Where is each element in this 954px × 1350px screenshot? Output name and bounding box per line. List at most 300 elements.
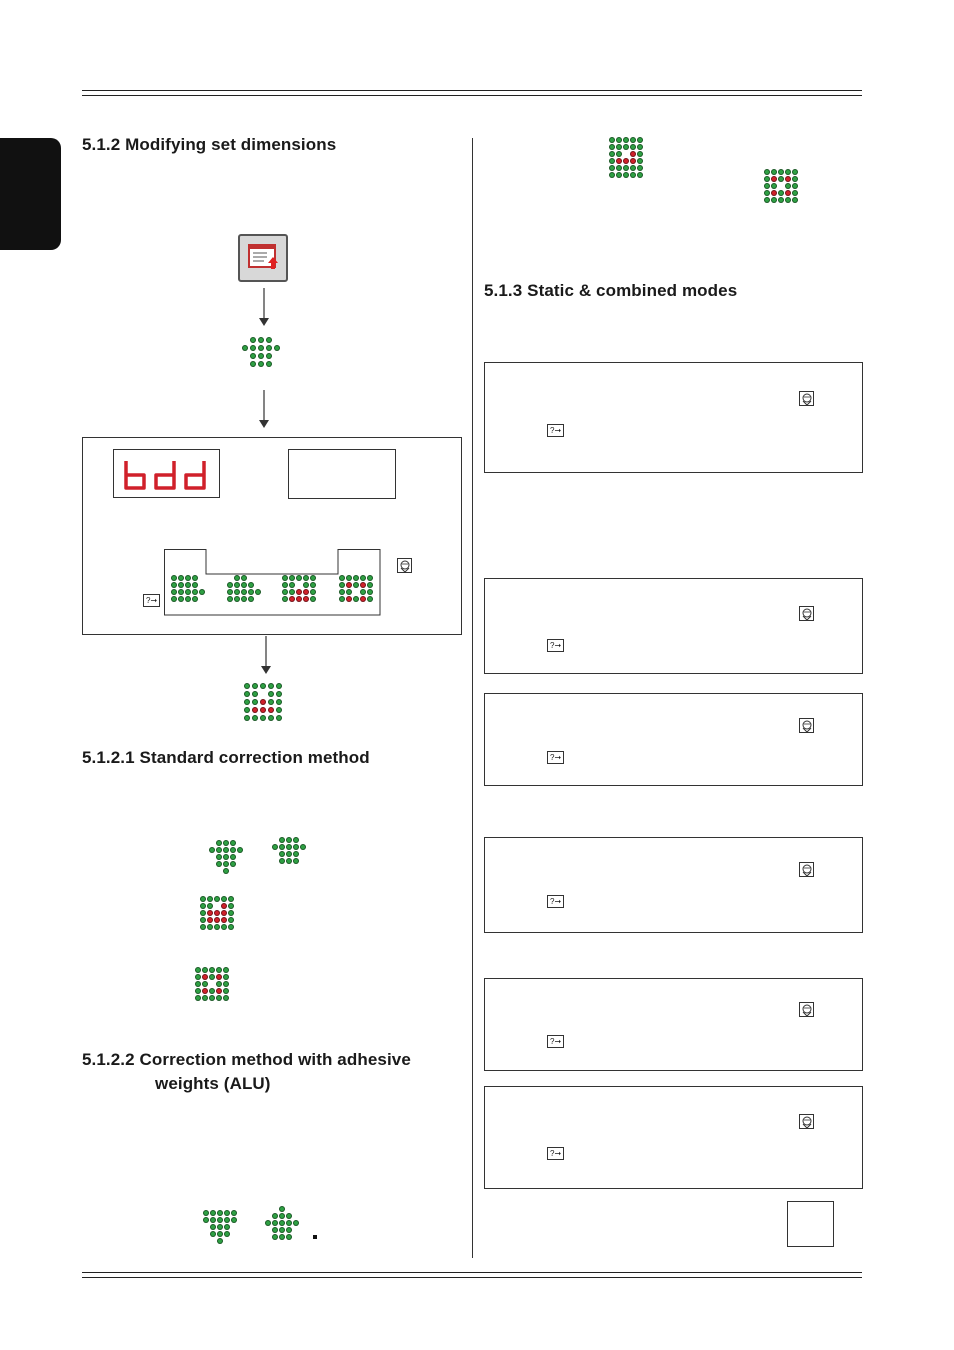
dot-pattern-icon [185, 582, 191, 588]
dot-pattern-icon [609, 158, 615, 164]
dot-pattern-icon [268, 699, 274, 705]
dot-pattern-icon [192, 582, 198, 588]
dot-pattern-icon [296, 596, 302, 602]
arrow-down-icon [254, 390, 274, 430]
dot-pattern-icon [367, 596, 373, 602]
dot-pattern-icon [276, 707, 282, 713]
dot-pattern-icon [286, 858, 292, 864]
dot-pattern-icon [293, 1220, 299, 1226]
dot-pattern-icon [764, 183, 770, 189]
dot-pattern-icon [202, 981, 208, 987]
wheel-button-icon[interactable] [799, 606, 814, 621]
dot-pattern-icon [200, 896, 206, 902]
mode-panel [484, 693, 863, 786]
dot-pattern-icon [282, 575, 288, 581]
dot-pattern-icon [230, 840, 236, 846]
dot-pattern-icon [303, 589, 309, 595]
dot-pattern-icon [214, 917, 220, 923]
dot-pattern-icon [258, 361, 264, 367]
arrow-right-icon: ➞ [150, 596, 158, 605]
dot-pattern-icon [637, 165, 643, 171]
dot-pattern-icon [637, 144, 643, 150]
section-tab [0, 138, 61, 250]
dot-pattern-icon [360, 575, 366, 581]
dot-pattern-icon [171, 589, 177, 595]
dot-pattern-icon [244, 683, 250, 689]
dot-pattern-icon [346, 589, 352, 595]
dot-pattern-icon [192, 596, 198, 602]
dot-pattern-icon [217, 1224, 223, 1230]
dot-pattern-icon [339, 582, 345, 588]
help-icon[interactable] [143, 594, 160, 607]
dot-pattern-icon [279, 858, 285, 864]
dot-pattern-icon [609, 172, 615, 178]
heading-5-1-2-1: 5.1.2.1 Standard correction method [82, 748, 370, 767]
dot-pattern-icon [609, 151, 615, 157]
dot-pattern-icon [224, 1224, 230, 1230]
help-label: ? [550, 1037, 555, 1046]
dot-pattern-icon [216, 995, 222, 1001]
dot-pattern-icon [771, 169, 777, 175]
dot-pattern-icon [252, 691, 258, 697]
arrow-right-icon: ➞ [554, 426, 562, 435]
dot-pattern-icon [185, 589, 191, 595]
help-label: ? [550, 897, 555, 906]
dot-pattern-icon [303, 596, 309, 602]
mode-panel [484, 978, 863, 1071]
dot-pattern-icon [216, 840, 222, 846]
dot-pattern-icon [244, 691, 250, 697]
dot-pattern-icon [200, 910, 206, 916]
top-rule-2 [82, 95, 862, 96]
dot-pattern-icon [279, 844, 285, 850]
dot-pattern-icon [360, 589, 366, 595]
dot-pattern-icon [785, 190, 791, 196]
dot-pattern-icon [224, 1231, 230, 1237]
dot-pattern-icon [171, 575, 177, 581]
dot-pattern-icon [303, 575, 309, 581]
dot-pattern-icon [286, 1234, 292, 1240]
dot-pattern-icon [310, 582, 316, 588]
dot-pattern-icon [217, 1217, 223, 1223]
dot-pattern-icon [202, 974, 208, 980]
wheel-button-icon[interactable] [799, 1114, 814, 1129]
heading-5-1-2: 5.1.2 Modifying set dimensions [82, 135, 337, 154]
dot-pattern-icon [792, 183, 798, 189]
dot-pattern-icon [293, 851, 299, 857]
dot-pattern-icon [217, 1238, 223, 1244]
dot-pattern-icon [221, 910, 227, 916]
dot-pattern-icon [771, 197, 777, 203]
dot-pattern-icon [202, 995, 208, 1001]
help-icon[interactable] [547, 751, 564, 764]
help-icon[interactable] [547, 1147, 564, 1160]
dot-pattern-icon [764, 197, 770, 203]
dot-pattern-icon [223, 981, 229, 987]
dot-pattern-icon [272, 1213, 278, 1219]
dot-pattern-icon [250, 353, 256, 359]
dot-pattern-icon [200, 917, 206, 923]
dot-pattern-icon [252, 715, 258, 721]
dot-pattern-icon [224, 1210, 230, 1216]
dot-pattern-icon [286, 837, 292, 843]
dot-pattern-icon [192, 575, 198, 581]
help-label: ? [550, 641, 555, 650]
dimension-menu-icon[interactable] [238, 234, 288, 282]
dot-pattern-icon [266, 345, 272, 351]
dot-pattern-icon [274, 345, 280, 351]
dot-pattern-icon [228, 896, 234, 902]
mode-panel [484, 362, 863, 473]
dot-pattern-icon [202, 988, 208, 994]
dot-pattern-icon [228, 924, 234, 930]
dot-pattern-icon [279, 837, 285, 843]
dot-pattern-icon [221, 917, 227, 923]
dot-pattern-icon [260, 707, 266, 713]
dot-pattern-icon [216, 847, 222, 853]
help-label: ? [550, 1149, 555, 1158]
dot-pattern-icon [178, 582, 184, 588]
wheel-button-icon[interactable] [799, 1002, 814, 1017]
dot-pattern-icon [360, 596, 366, 602]
dot-pattern-icon [609, 137, 615, 143]
dot-pattern-icon [192, 589, 198, 595]
dot-pattern-icon [286, 851, 292, 857]
dot-pattern-icon [223, 995, 229, 1001]
dot-pattern-icon [771, 176, 777, 182]
dot-pattern-icon [279, 851, 285, 857]
help-label: ? [550, 426, 555, 435]
help-label: ? [146, 596, 151, 605]
dot-pattern-icon [623, 165, 629, 171]
dot-pattern-icon [286, 1227, 292, 1233]
dot-pattern-icon [228, 903, 234, 909]
help-icon[interactable] [547, 895, 564, 908]
dot-pattern-icon [637, 172, 643, 178]
dot-pattern-icon [616, 158, 622, 164]
dot-pattern-icon [630, 137, 636, 143]
dot-pattern-icon [202, 967, 208, 973]
dot-pattern-icon [248, 589, 254, 595]
dot-pattern-icon [609, 144, 615, 150]
dot-pattern-icon [346, 575, 352, 581]
dot-pattern-icon [637, 151, 643, 157]
led-display [113, 449, 220, 498]
dot-pattern-icon [171, 596, 177, 602]
dot-pattern-icon [616, 165, 622, 171]
dot-pattern-icon [792, 176, 798, 182]
mode-panel [484, 837, 863, 933]
dot-pattern-icon [237, 847, 243, 853]
dot-pattern-icon [623, 144, 629, 150]
dot-pattern-icon [289, 596, 295, 602]
dot-pattern-icon [200, 924, 206, 930]
help-icon[interactable] [547, 424, 564, 437]
dot-pattern-icon [339, 596, 345, 602]
dot-pattern-icon [353, 596, 359, 602]
dot-pattern-icon [223, 974, 229, 980]
dot-pattern-icon [230, 861, 236, 867]
dot-pattern-icon [310, 596, 316, 602]
wheel-button-icon[interactable] [799, 391, 814, 406]
dot-pattern-icon [234, 596, 240, 602]
dot-pattern-icon [195, 981, 201, 987]
dot-pattern-icon [217, 1231, 223, 1237]
arrow-right-icon: ➞ [554, 1149, 562, 1158]
dot-pattern-icon [210, 1231, 216, 1237]
dot-pattern-icon [289, 582, 295, 588]
dot-pattern-icon [216, 974, 222, 980]
dot-pattern-icon [272, 1234, 278, 1240]
dot-pattern-icon [216, 988, 222, 994]
dot-pattern-icon [209, 967, 215, 973]
dot-pattern-icon [231, 1217, 237, 1223]
help-icon[interactable] [547, 639, 564, 652]
dot-pattern-icon [276, 715, 282, 721]
top-rule-1 [82, 90, 862, 91]
dot-pattern-icon [272, 1227, 278, 1233]
dot-pattern-icon [216, 861, 222, 867]
dot-pattern-icon [207, 903, 213, 909]
dot-pattern-icon [268, 683, 274, 689]
dot-pattern-icon [252, 683, 258, 689]
marker-square [313, 1235, 317, 1239]
dot-pattern-icon [244, 707, 250, 713]
dot-pattern-icon [764, 190, 770, 196]
dot-pattern-icon [286, 1213, 292, 1219]
dot-pattern-icon [227, 589, 233, 595]
dot-pattern-icon [785, 176, 791, 182]
dot-pattern-icon [171, 582, 177, 588]
dot-pattern-icon [300, 844, 306, 850]
dot-pattern-icon [252, 699, 258, 705]
dot-pattern-icon [241, 582, 247, 588]
dot-pattern-icon [339, 575, 345, 581]
dot-pattern-icon [272, 1220, 278, 1226]
dot-pattern-icon [339, 589, 345, 595]
dot-pattern-icon [230, 854, 236, 860]
dot-pattern-icon [223, 861, 229, 867]
dot-pattern-icon [234, 589, 240, 595]
dot-pattern-icon [616, 144, 622, 150]
dot-pattern-icon [764, 176, 770, 182]
dot-pattern-icon [207, 896, 213, 902]
heading-5-1-2-2-cont: weights (ALU) [155, 1074, 271, 1093]
dot-pattern-icon [221, 903, 227, 909]
dot-pattern-icon [221, 924, 227, 930]
dot-pattern-icon [260, 715, 266, 721]
dot-pattern-icon [241, 589, 247, 595]
dot-pattern-icon [241, 575, 247, 581]
wheel-button-icon[interactable] [799, 718, 814, 733]
dot-pattern-icon [216, 967, 222, 973]
dot-pattern-icon [178, 596, 184, 602]
dot-pattern-icon [282, 589, 288, 595]
arrow-right-icon: ➞ [554, 753, 562, 762]
dot-pattern-icon [310, 589, 316, 595]
dot-pattern-icon [623, 158, 629, 164]
dot-pattern-icon [223, 967, 229, 973]
dot-pattern-icon [764, 169, 770, 175]
mode-panel [484, 578, 863, 674]
dot-pattern-icon [258, 345, 264, 351]
dot-pattern-icon [276, 699, 282, 705]
dot-pattern-icon [210, 1224, 216, 1230]
dot-pattern-icon [771, 190, 777, 196]
dot-pattern-icon [778, 169, 784, 175]
dot-pattern-icon [792, 197, 798, 203]
dot-pattern-icon [228, 917, 234, 923]
dot-pattern-icon [241, 596, 247, 602]
dot-pattern-icon [289, 575, 295, 581]
dot-pattern-icon [223, 868, 229, 874]
dot-pattern-icon [630, 158, 636, 164]
dot-pattern-icon [258, 337, 264, 343]
dot-pattern-icon [272, 844, 278, 850]
dot-pattern-icon [214, 896, 220, 902]
dot-pattern-icon [217, 1210, 223, 1216]
dot-pattern-icon [224, 1217, 230, 1223]
dot-pattern-icon [199, 589, 205, 595]
dot-pattern-icon [203, 1217, 209, 1223]
dot-pattern-icon [223, 988, 229, 994]
heading-5-1-2-2: 5.1.2.2 Correction method with adhesive [82, 1050, 411, 1069]
dot-pattern-icon [260, 699, 266, 705]
dot-pattern-icon [346, 582, 352, 588]
dot-pattern-icon [231, 1210, 237, 1216]
dot-pattern-icon [209, 974, 215, 980]
dot-pattern-icon [367, 575, 373, 581]
dot-pattern-icon [244, 715, 250, 721]
dot-pattern-icon [785, 197, 791, 203]
dot-pattern-icon [248, 596, 254, 602]
dot-pattern-icon [353, 575, 359, 581]
dot-pattern-icon [265, 1220, 271, 1226]
dot-pattern-icon [296, 589, 302, 595]
dot-pattern-icon [360, 582, 366, 588]
bottom-rule-2 [82, 1277, 862, 1278]
dot-pattern-icon [778, 176, 784, 182]
dot-pattern-icon [242, 345, 248, 351]
column-divider [472, 138, 473, 1258]
arrow-down-icon [254, 288, 274, 328]
dot-pattern-icon [250, 345, 256, 351]
dot-pattern-icon [223, 854, 229, 860]
dot-pattern-icon [223, 847, 229, 853]
dot-pattern-icon [289, 589, 295, 595]
heading-5-1-3: 5.1.3 Static & combined modes [484, 281, 738, 300]
dot-pattern-icon [637, 137, 643, 143]
dot-pattern-icon [252, 707, 258, 713]
dot-pattern-icon [276, 683, 282, 689]
dot-pattern-icon [778, 190, 784, 196]
arrow-down-icon [256, 636, 276, 676]
dot-pattern-icon [276, 691, 282, 697]
wheel-button-icon[interactable] [799, 862, 814, 877]
arrow-right-icon: ➞ [554, 897, 562, 906]
help-icon[interactable] [547, 1035, 564, 1048]
dot-pattern-icon [630, 172, 636, 178]
dot-pattern-icon [200, 903, 206, 909]
dot-pattern-icon [185, 575, 191, 581]
dot-pattern-icon [268, 715, 274, 721]
dot-pattern-icon [616, 172, 622, 178]
dot-pattern-icon [286, 1220, 292, 1226]
dot-pattern-icon [367, 589, 373, 595]
dot-pattern-icon [227, 582, 233, 588]
dot-pattern-icon [230, 847, 236, 853]
dot-pattern-icon [209, 847, 215, 853]
dot-pattern-icon [616, 151, 622, 157]
dot-pattern-icon [178, 575, 184, 581]
dot-pattern-icon [293, 837, 299, 843]
dot-pattern-icon [203, 1210, 209, 1216]
dot-pattern-icon [630, 144, 636, 150]
dot-pattern-icon [623, 137, 629, 143]
dot-pattern-icon [266, 361, 272, 367]
dot-pattern-icon [785, 169, 791, 175]
dot-pattern-icon [279, 1227, 285, 1233]
dot-pattern-icon [282, 596, 288, 602]
dot-pattern-icon [195, 988, 201, 994]
dot-pattern-icon [234, 575, 240, 581]
dot-pattern-icon [214, 910, 220, 916]
dot-pattern-icon [792, 169, 798, 175]
secondary-display [288, 449, 396, 499]
dot-pattern-icon [303, 582, 309, 588]
mode-panel [484, 1086, 863, 1189]
dot-pattern-icon [609, 165, 615, 171]
dot-pattern-icon [785, 183, 791, 189]
dot-pattern-icon [210, 1217, 216, 1223]
help-label: ? [550, 753, 555, 762]
dot-pattern-icon [228, 910, 234, 916]
dot-pattern-icon [216, 854, 222, 860]
dot-pattern-icon [209, 988, 215, 994]
dot-pattern-icon [792, 190, 798, 196]
arrow-right-icon: ➞ [554, 641, 562, 650]
dot-pattern-icon [630, 165, 636, 171]
dot-pattern-icon [250, 361, 256, 367]
dot-pattern-icon [248, 582, 254, 588]
dot-pattern-icon [185, 596, 191, 602]
dot-pattern-icon [207, 924, 213, 930]
dot-pattern-icon [630, 151, 636, 157]
dot-pattern-icon [279, 1234, 285, 1240]
dot-pattern-icon [778, 197, 784, 203]
dot-pattern-icon [255, 589, 261, 595]
dot-pattern-icon [353, 582, 359, 588]
dot-pattern-icon [223, 840, 229, 846]
arrow-right-icon: ➞ [554, 1037, 562, 1046]
dot-pattern-icon [178, 589, 184, 595]
dot-pattern-icon [637, 158, 643, 164]
dot-pattern-icon [293, 844, 299, 850]
dot-pattern-icon [616, 137, 622, 143]
dot-pattern-icon [279, 1206, 285, 1212]
dot-pattern-icon [250, 337, 256, 343]
dot-pattern-icon [266, 353, 272, 359]
bottom-rule-1 [82, 1272, 862, 1273]
dot-pattern-icon [260, 683, 266, 689]
dot-pattern-icon [310, 575, 316, 581]
wheel-button-icon[interactable] [397, 558, 412, 573]
dot-pattern-icon [207, 910, 213, 916]
dot-pattern-icon [221, 896, 227, 902]
dot-pattern-icon [279, 1213, 285, 1219]
dot-pattern-icon [623, 172, 629, 178]
dot-pattern-icon [227, 596, 233, 602]
